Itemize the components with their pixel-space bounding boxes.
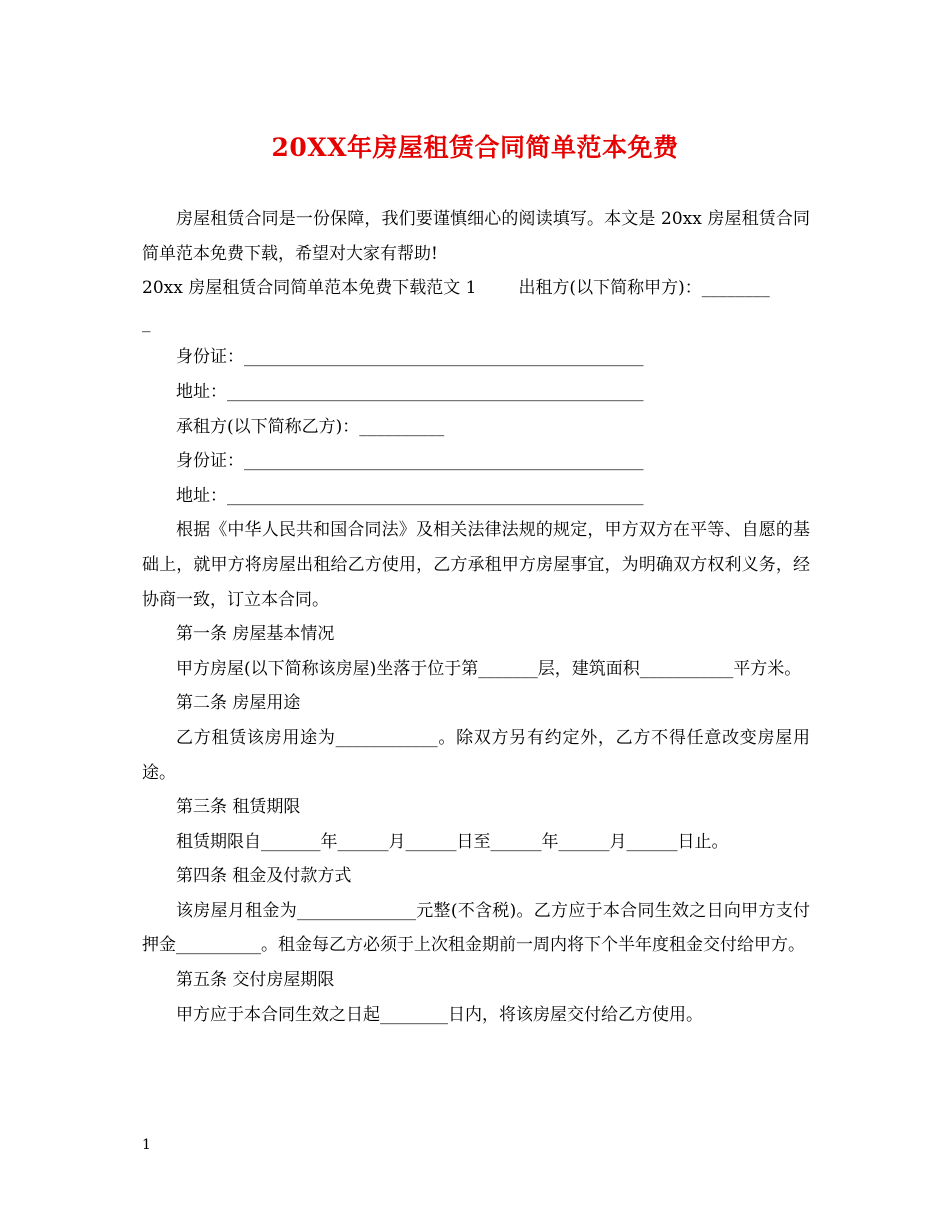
lessor-id-line: 身份证：_______________________________________________ — [176, 347, 644, 368]
document-title: 20XX年房屋租赁合同简单范本免费 — [271, 133, 679, 162]
article-5-title: 第五条 交付房屋期限 — [176, 970, 335, 991]
article-1-title: 第一条 房屋基本情况 — [176, 624, 335, 645]
lessor-line: 出租方(以下简称甲方)：________ — [518, 278, 770, 299]
lessee-line: 承租方(以下简称乙方)：__________ — [176, 416, 445, 437]
article-4-title: 第四条 租金及付款方式 — [176, 866, 352, 887]
article-2-text: 乙方租赁该房用途为____________。除双方另有约定外，乙方不得任意改变房屋用途。 — [142, 727, 810, 783]
article-4-text: 该房屋月租金为______________元整(不含税)。乙方应于本合同生效之日向甲方支付押金__________。租金每乙方必须于上次租金期前一周内将下个半年度租金交付给甲方。 — [142, 900, 810, 956]
sample-heading: 20xx 房屋租赁合同简单范本免费下载范文 1 — [142, 278, 477, 299]
preamble-paragraph: 根据《中华人民共和国合同法》及相关法律法规的规定，甲方双方在平等、自愿的基础上，就甲方将房屋出租给乙方使用，乙方承租甲方房屋事宜，为明确双方权利义务，经协商一致，订立本合同。 — [142, 520, 810, 610]
lessee-id-line: 身份证：_______________________________________________ — [176, 451, 644, 472]
article-5-text: 甲方应于本合同生效之日起________日内，将该房屋交付给乙方使用。 — [176, 1004, 703, 1025]
article-3-title: 第三条 租赁期限 — [176, 797, 301, 818]
article-2-title: 第二条 房屋用途 — [176, 693, 301, 714]
sample-heading-line — [142, 271, 810, 306]
article-1-text: 甲方房屋(以下简称该房屋)坐落于位于第_______层，建筑面积___________平方米。 — [176, 658, 802, 679]
article-3-text: 租赁期限自_______年______月______日至______年______月______日止。 — [176, 831, 729, 852]
lessee-address-line: 地址：_________________________________________________ — [176, 485, 644, 506]
intro-paragraph: 房屋租赁合同是一份保障，我们要谨慎细心的阅读填写。本文是 20xx 房屋租赁合同简单范本免费下载，希望对大家有帮助! — [142, 209, 810, 264]
lessor-line-tail: _ — [142, 312, 151, 333]
document-body — [142, 202, 810, 1032]
page-number: 1 — [142, 1137, 151, 1153]
lessor-address-line: 地址：_________________________________________________ — [176, 381, 644, 402]
